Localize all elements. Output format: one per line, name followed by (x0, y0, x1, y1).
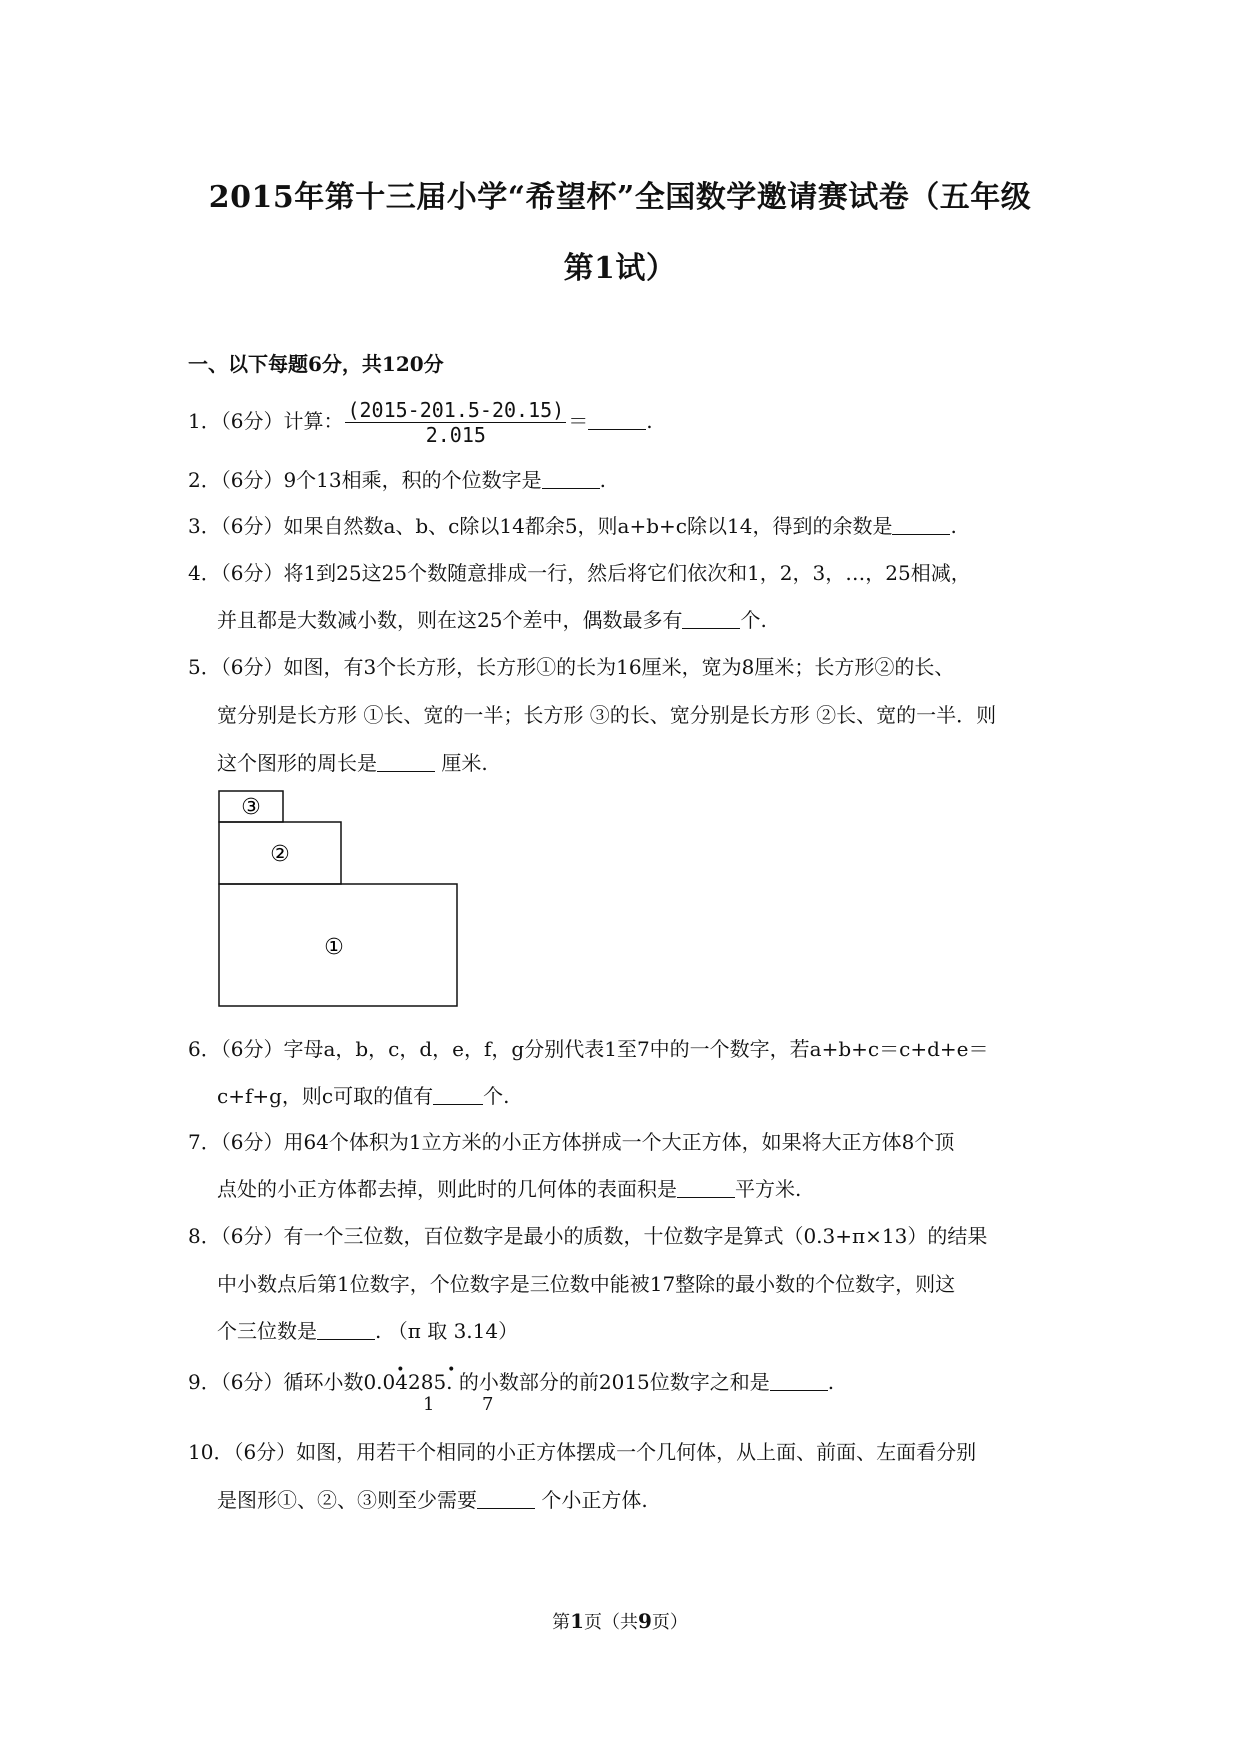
fraction: $\frac{(2015-201.5-20.15)}{2.015}$ (347, 398, 565, 447)
question-9: 9．（6分）循环小数0.04285. 的小数部分的前2015位数字之和是 . (188, 1370, 835, 1394)
answer-blank[interactable] (770, 1370, 828, 1391)
answer-blank[interactable] (588, 409, 646, 430)
answer-blank[interactable] (377, 751, 435, 772)
question-10-line-2: 是图形①、②、③则至少需要 个小正方体. (217, 1488, 648, 1512)
answer-blank[interactable] (542, 468, 600, 489)
question-4-line-2: 并且都是大数减小数，则在这25个差中，偶数最多有 个. (217, 608, 767, 632)
label-2: ② (270, 842, 290, 867)
question-2: 2．（6分）9个13相乘，积的个位数字是 . (188, 468, 606, 492)
section-heading: 一、以下每题6分，共120分 (188, 352, 444, 376)
question-1: 1．（6分）计算： $\frac{(2015-201.5-20.15)}{2.015}$ ＝ . (188, 398, 653, 447)
answer-blank[interactable] (892, 514, 950, 535)
question-10-line-1: 10．（6分）如图，用若干个相同的小正方体摆成一个几何体，从上面、前面、左面看分别 (188, 1440, 977, 1464)
repeating-digit-end: 7 (482, 1394, 494, 1415)
answer-blank[interactable] (317, 1319, 375, 1340)
answer-blank[interactable] (433, 1084, 483, 1105)
question-6-line-2: c+f+g，则c可取的值有 个. (217, 1084, 510, 1108)
answer-blank[interactable] (677, 1177, 735, 1198)
question-5-line-2: 宽分别是长方形 ①长、宽的一半；长方形 ③的长、宽分别是长方形 ②长、宽的一半．则 (217, 703, 997, 727)
page-title: 2015年第十三届小学“希望杯”全国数学邀请赛试卷（五年级 (208, 180, 1032, 215)
question-8-line-2: 中小数点后第1位数字，个位数字是三位数中能被17整除的最小数的个位数字，则这 (217, 1272, 956, 1296)
question-5-line-1: 5．（6分）如图，有3个长方形，长方形①的长为16厘米，宽为8厘米；长方形②的长、 (188, 655, 955, 679)
page-footer: 第1页（共9页） (552, 1609, 688, 1633)
question-7-line-1: 7．（6分）用64个体积为1立方米的小正方体拼成一个大正方体，如果将大正方体8个顶 (188, 1130, 955, 1154)
rectangles-figure (218, 790, 458, 1010)
question-3: 3．（6分）如果自然数a、b、c除以14都余5，则a+b+c除以14，得到的余数是 . (188, 514, 957, 538)
question-4-line-1: 4．（6分）将1到25这25个数随意排成一行，然后将它们依次和1，2，3，…，25相减， (188, 561, 971, 585)
question-7-line-2: 点处的小正方体都去掉，则此时的几何体的表面积是 平方米. (217, 1177, 802, 1201)
question-8-line-3: 个三位数是 . （π 取 3.14） (217, 1319, 519, 1343)
answer-blank[interactable] (682, 608, 740, 629)
question-8-line-1: 8．（6分）有一个三位数，百位数字是最小的质数，十位数字是算式（0.3+π×13）的结果 (188, 1224, 988, 1248)
question-6-line-1: 6．（6分）字母a，b，c，d，e，f，g分别代表1至7中的一个数字，若a+b+c＝c+d+e＝ (188, 1037, 989, 1061)
label-3: ③ (241, 795, 261, 820)
page-title-line2: 第1试） (563, 251, 677, 286)
label-1: ① (324, 935, 344, 960)
repeating-digit-start: 1 (423, 1394, 435, 1415)
question-5-line-3: 这个图形的周长是 厘米. (217, 751, 488, 775)
answer-blank[interactable] (477, 1488, 535, 1509)
